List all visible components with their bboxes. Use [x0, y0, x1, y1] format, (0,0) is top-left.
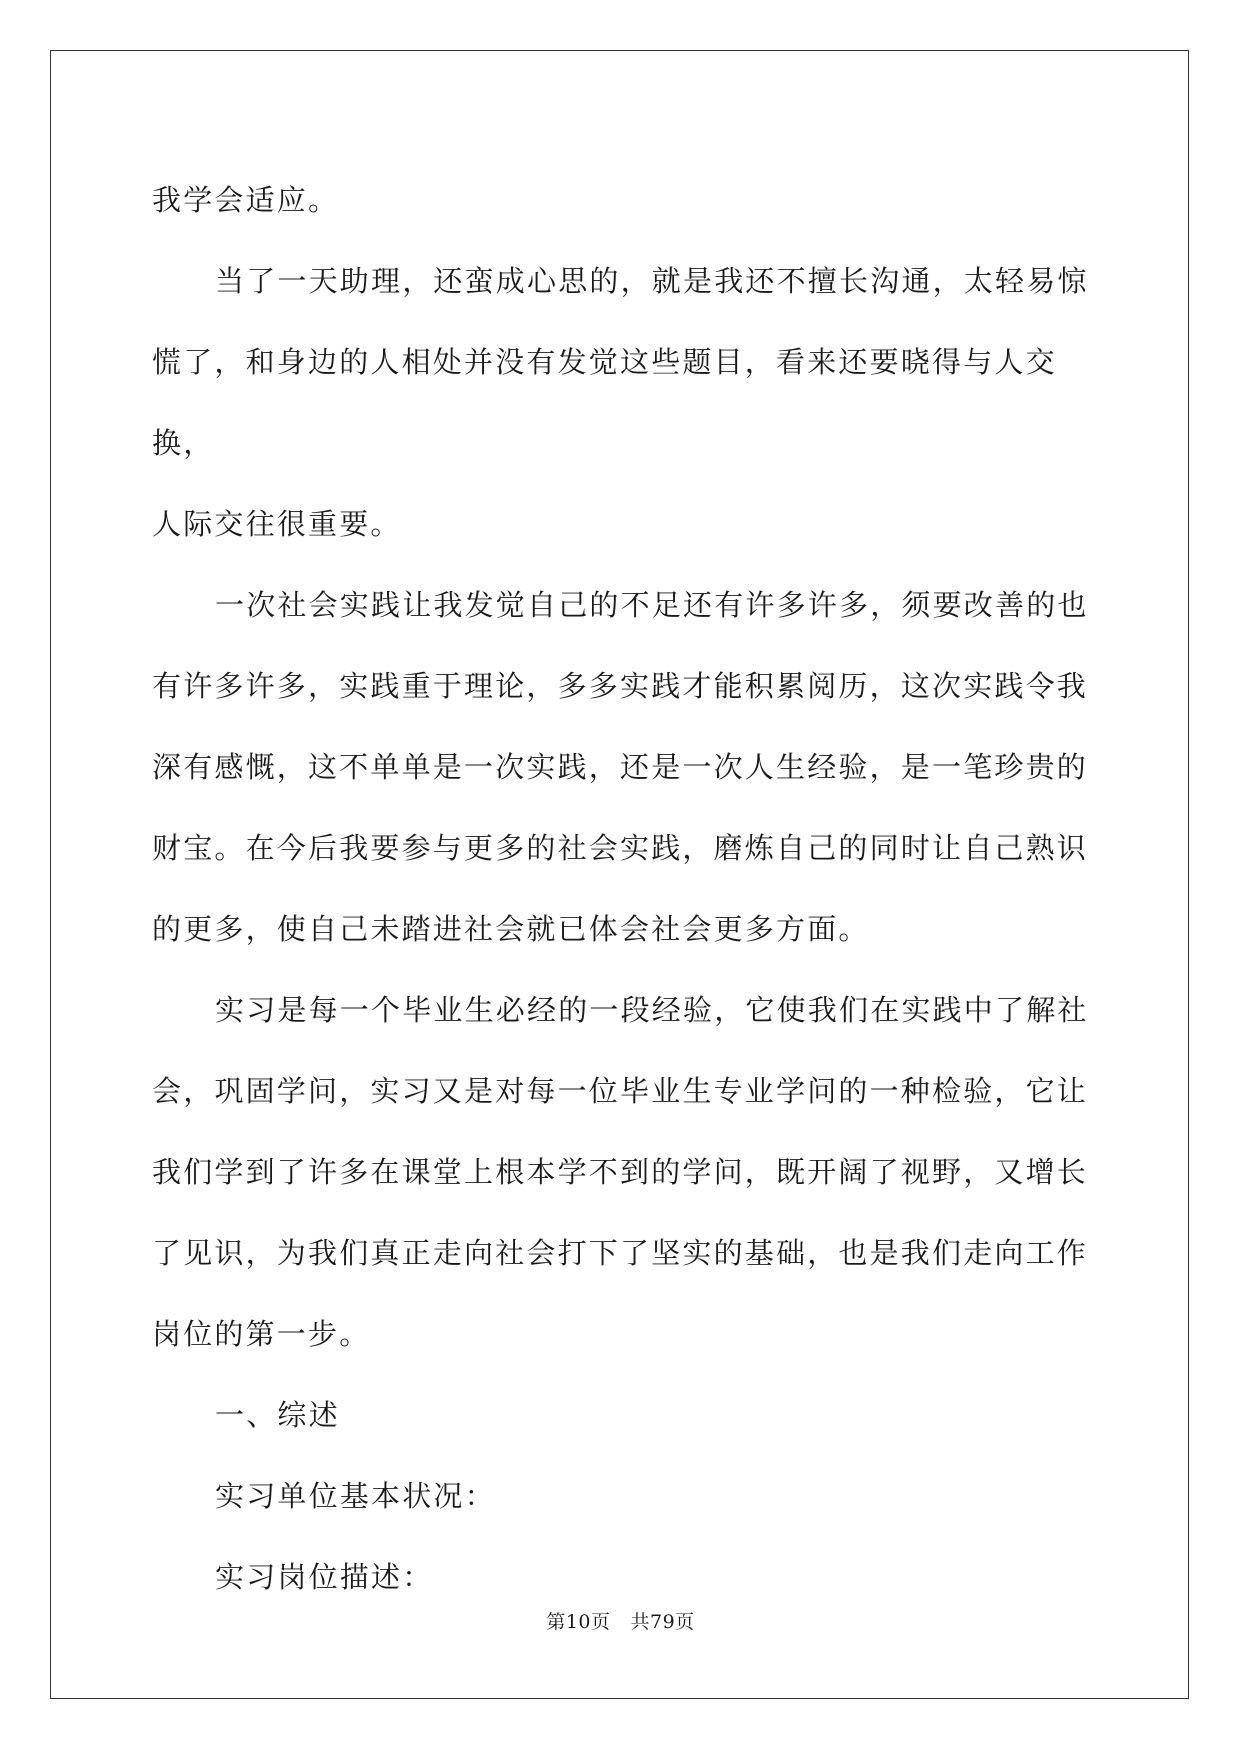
internship-unit-label: 实习单位基本状况：: [215, 1479, 496, 1513]
paragraph-2: 当了一天助理，还蛮成心思的，就是我还不擅长沟通，太轻易惊 慌了，和身边的人相处并没有发觉这些题目，看来还要晓得与人交换， 人际交往很重要。: [152, 264, 1089, 541]
paragraph-3: 一次社会实践让我发觉自己的不足还有许多许多，须要改善的也 有许多许多，实践重于理论，多多实践才能积累阅历，这次实践令我 深有感慨，这不单单是一次实践，还是一次人生经验，是一笔珍贵的 财宝。在今后我要参与更多的社会实践，磨炼自己的同时让自己熟识 的更多，使自己未踏进社会就已体会社会更多方面。: [152, 588, 1089, 946]
page-number: 第10页: [546, 1611, 611, 1633]
total-pages: 共79页: [630, 1611, 695, 1633]
page-footer: [0, 1607, 1241, 1634]
paragraph-4: 实习是每一个毕业生必经的一段经验，它使我们在实践中了解社 会，巩固学问，实习又是对每一位毕业生专业学问的一种检验，它让 我们学到了许多在课堂上根本学不到的学问，既开阔了视野，又增长 了见识，为我们真正走向社会打下了坚实的基础，也是我们走向工作 岗位的第一步。: [152, 993, 1089, 1351]
internship-position-label: 实习岗位描述：: [215, 1560, 434, 1594]
document-body: [152, 160, 1092, 1618]
paragraph-1: 我学会适应。: [152, 183, 340, 217]
section-heading-overview: 一、综述: [215, 1398, 340, 1432]
